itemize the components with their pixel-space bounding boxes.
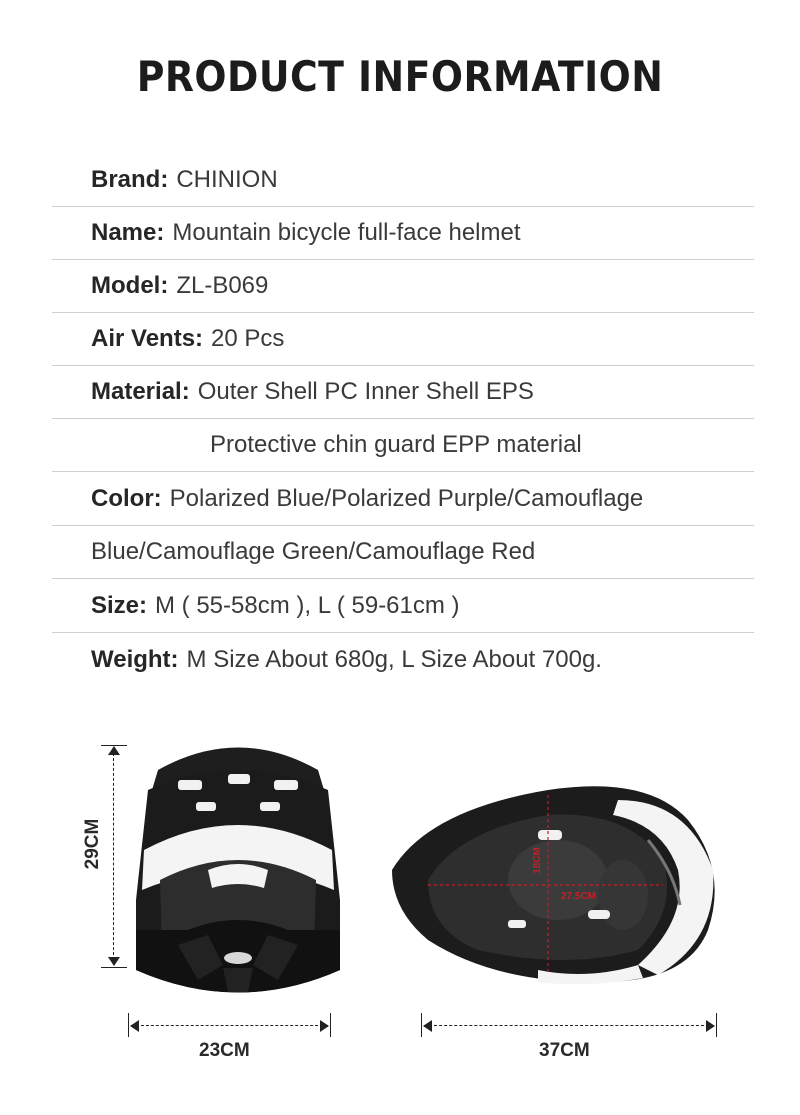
helmet-inner-view-image [388, 770, 723, 990]
spec-label: Model: [91, 272, 169, 299]
spec-value: 20 Pcs [211, 325, 285, 352]
spec-label: Color: [91, 485, 162, 512]
dim-tick [716, 1013, 717, 1037]
spec-value: Polarized Blue/Polarized Purple/Camouflage [169, 485, 644, 512]
spec-value: CHINION [176, 166, 278, 193]
spec-label: Brand: [91, 166, 169, 193]
arrow-left-icon [423, 1020, 432, 1032]
spec-value: Blue/Camouflage Green/Camouflage Red [91, 538, 536, 565]
dim-tick [421, 1013, 422, 1037]
spec-label: Material: [91, 378, 190, 405]
spec-row-material-continued [52, 419, 754, 472]
arrow-right-icon [320, 1020, 329, 1032]
arrow-left-icon [130, 1020, 139, 1032]
height-dimension-line [113, 748, 114, 965]
spec-row-color [52, 473, 754, 526]
dim-tick [128, 1013, 129, 1037]
spec-row-brand [52, 154, 754, 207]
dim-tick [330, 1013, 331, 1037]
front-width-dimension-line [131, 1025, 328, 1026]
spec-row-size [52, 580, 754, 633]
dim-tick [101, 967, 127, 968]
page-title: PRODUCT INFORMATION [136, 52, 664, 101]
spec-label: Size: [91, 592, 148, 619]
spec-row-material [52, 366, 754, 419]
inner-depth-label: 18CM [531, 847, 543, 874]
spec-label: Name: [91, 219, 165, 246]
top-length-dimension-line [424, 1025, 714, 1026]
helmet-front-view-image [128, 730, 348, 1010]
spec-value: Outer Shell PC Inner Shell EPS [197, 378, 534, 405]
arrow-down-icon [108, 957, 120, 966]
arrow-right-icon [706, 1020, 715, 1032]
spec-row-air-vents [52, 313, 754, 366]
inner-length-label: 27.5CM [561, 891, 597, 902]
spec-value: M Size About 680g, L Size About 700g. [186, 645, 602, 673]
spec-row-name [52, 207, 754, 260]
top-length-label: 37CM [539, 1040, 590, 1061]
front-width-label: 23CM [199, 1040, 250, 1061]
spec-label: Air Vents: [91, 325, 204, 352]
arrow-up-icon [108, 746, 120, 755]
spec-row-color-continued [52, 526, 754, 579]
front-height-label: 29CM [82, 818, 103, 870]
spec-value: M ( 55-58cm ), L ( 59-61cm ) [155, 592, 460, 619]
spec-row-weight [52, 633, 754, 686]
spec-value: ZL-B069 [176, 272, 269, 299]
spec-label: Weight: [91, 645, 179, 673]
spec-value: Mountain bicycle full-face helmet [172, 219, 521, 246]
spec-value: Protective chin guard EPP material [210, 431, 582, 458]
spec-row-model [52, 260, 754, 313]
